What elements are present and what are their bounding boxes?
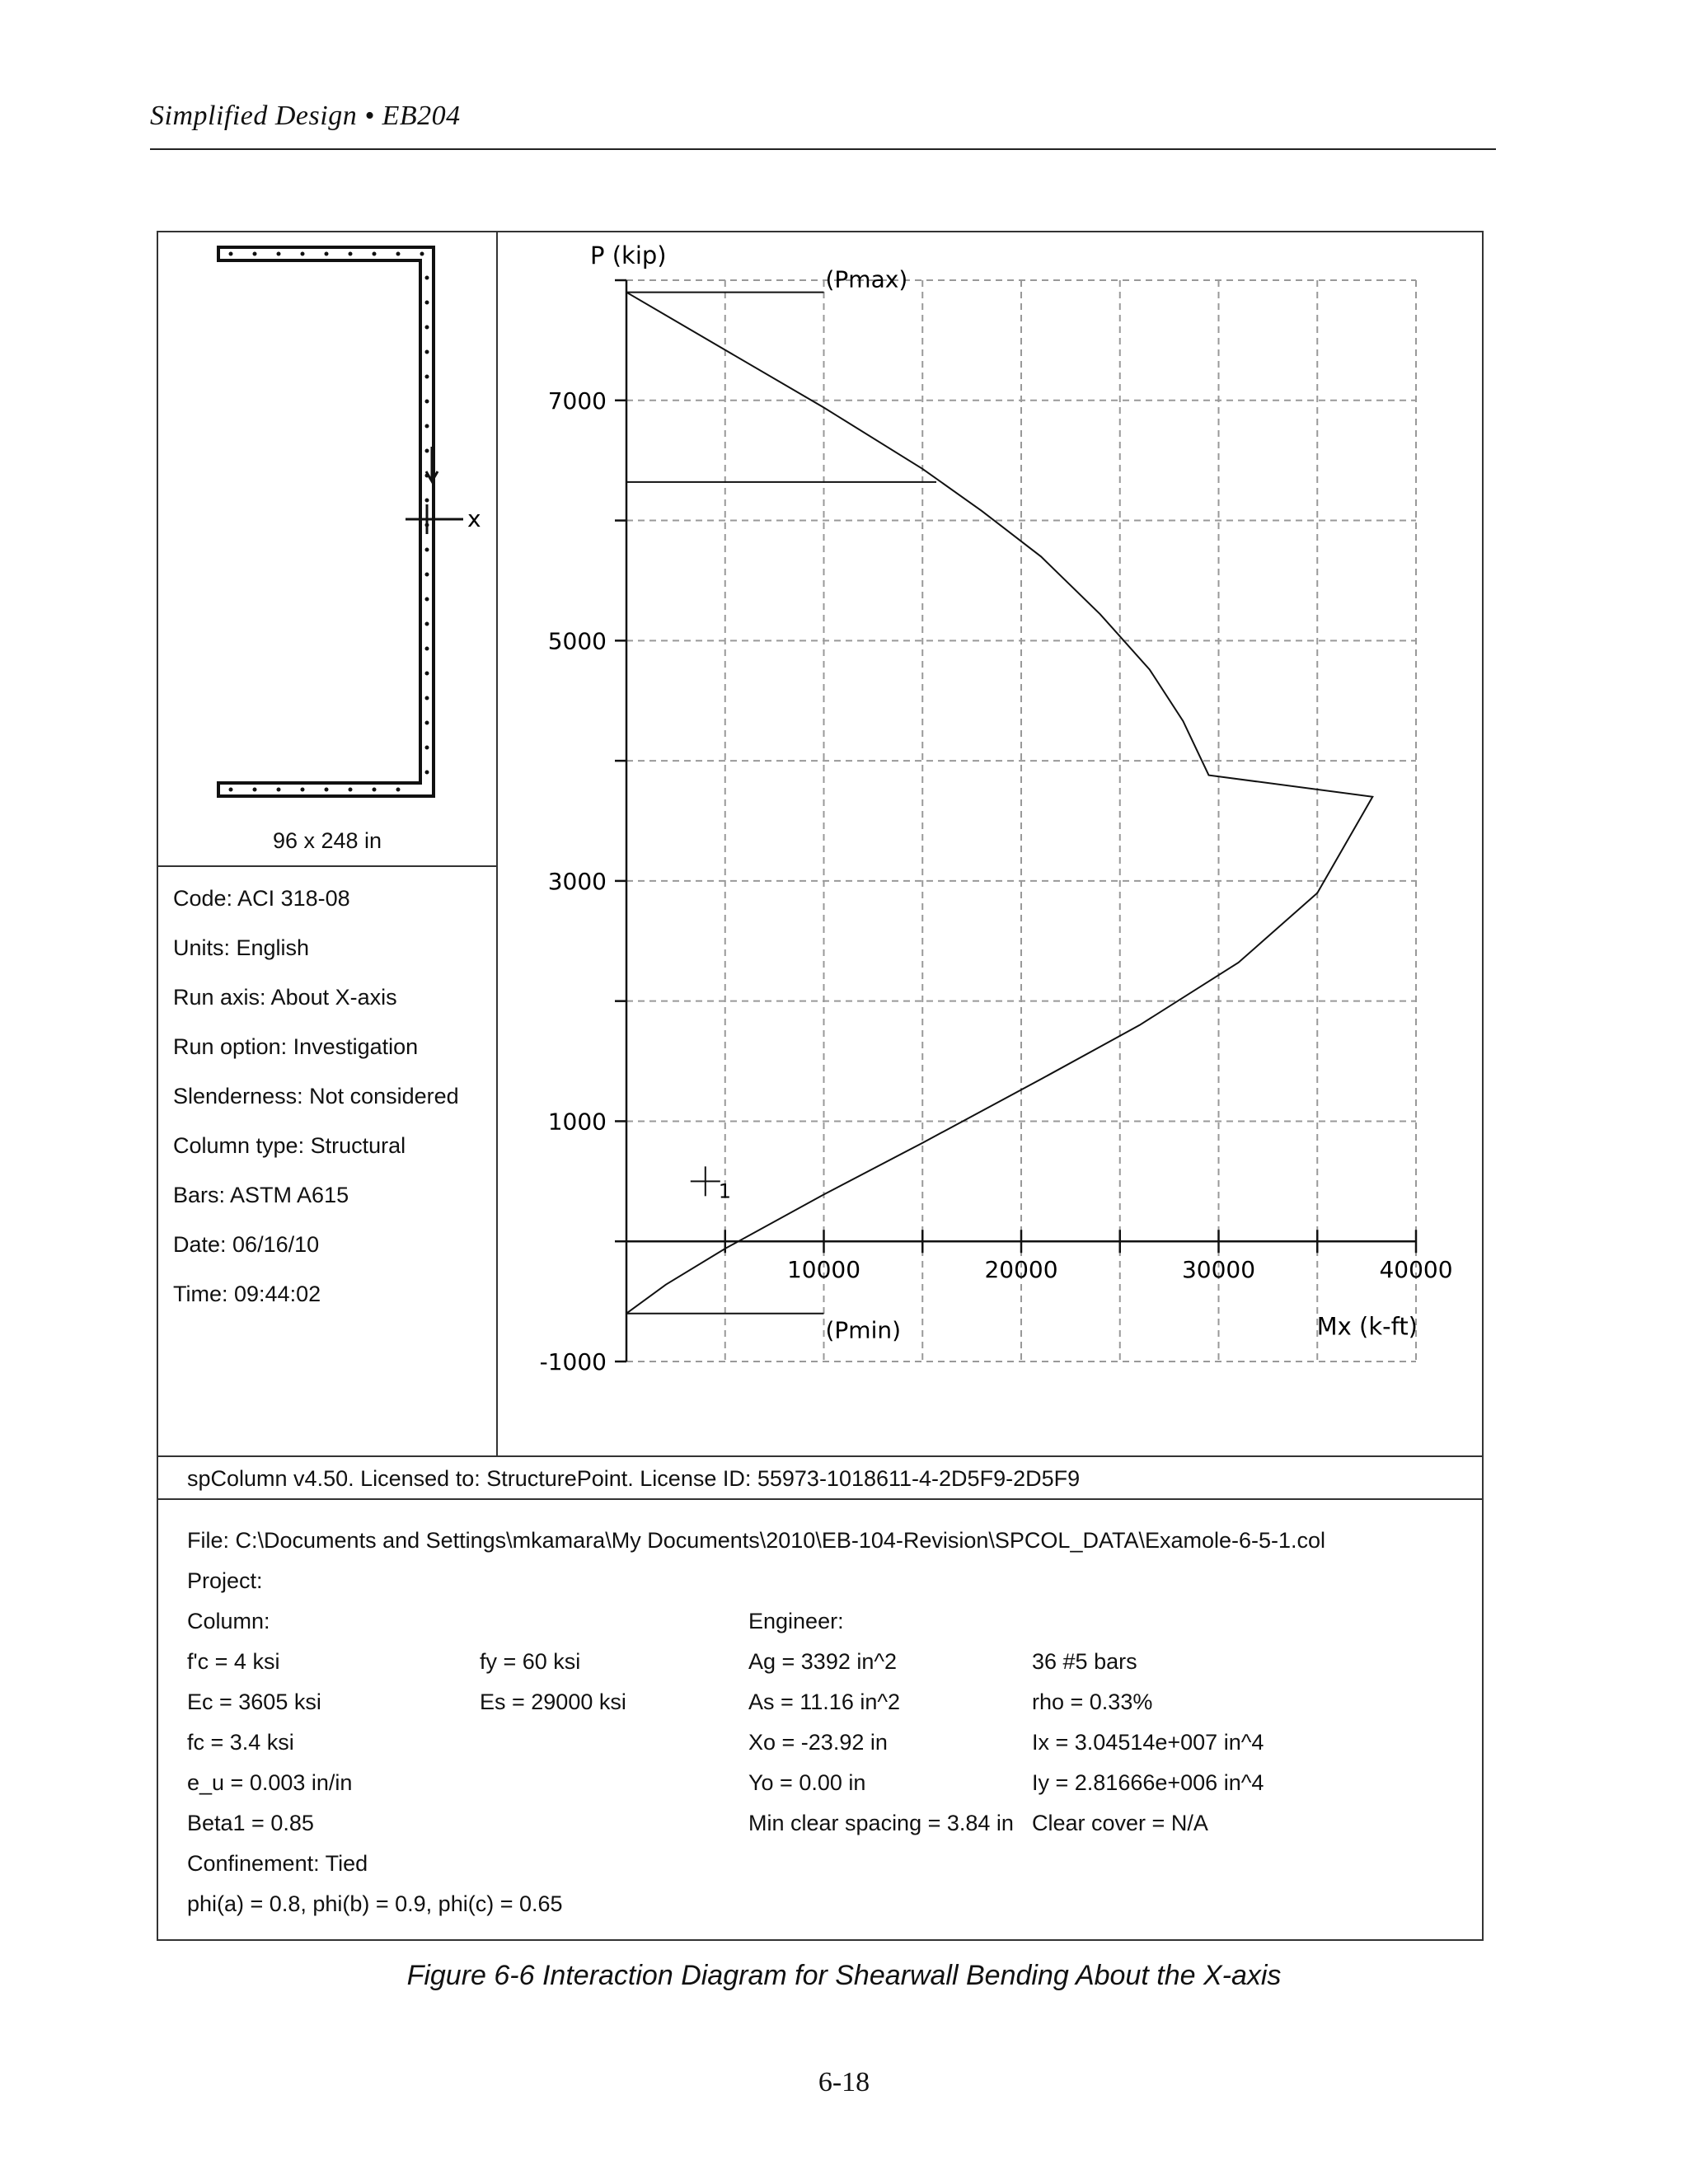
interaction-curve: [626, 293, 1372, 1314]
info-bars: Bars: ASTM A615: [173, 1183, 349, 1207]
figure-caption: Figure 6-6 Interaction Diagram for Shearwall Bending About the X-axis: [406, 1960, 1282, 1991]
pmax-annotation: (Pmax): [825, 265, 908, 293]
fc-stress-value: fc = 3.4 ksi: [187, 1730, 294, 1755]
x-tick-label: 10000: [786, 1256, 861, 1284]
page-number: 6-18: [818, 2067, 870, 2097]
x-axis-label: Mx (k-ft): [1316, 1312, 1418, 1341]
x-tick-label: 20000: [984, 1256, 1058, 1284]
header-rule: [150, 148, 1496, 150]
y-tick-label: 5000: [547, 627, 607, 655]
cross-section-drawing: [158, 232, 496, 826]
x-tick-label: 30000: [1181, 1256, 1256, 1284]
min-clear-spacing: Min clear spacing = 3.84 in: [748, 1811, 1014, 1835]
x-axis-label: x: [467, 505, 481, 532]
beta1-value: Beta1 = 0.85: [187, 1811, 314, 1835]
yo-value: Yo = 0.00 in: [748, 1770, 866, 1795]
interaction-diagram: [498, 232, 1482, 1455]
chart-grid: [626, 280, 1416, 1361]
xo-value: Xo = -23.92 in: [748, 1730, 888, 1755]
clear-cover: Clear cover = N/A: [1032, 1811, 1208, 1835]
license-divider-top: [158, 1455, 1482, 1457]
rho-value: rho = 0.33%: [1032, 1690, 1153, 1714]
info-run-axis: Run axis: About X-axis: [173, 985, 397, 1010]
fy-value: fy = 60 ksi: [480, 1649, 581, 1674]
chart-labels: [540, 241, 1453, 1376]
column-field: Column:: [187, 1609, 270, 1633]
es-value: Es = 29000 ksi: [480, 1690, 626, 1714]
chart-curve-group: [626, 293, 1372, 1314]
y-tick-label: -1000: [539, 1348, 607, 1376]
x-tick-label: 40000: [1379, 1256, 1453, 1284]
fc-value: f'c = 4 ksi: [187, 1649, 280, 1674]
running-header: Simplified Design • EB204: [150, 101, 461, 131]
info-code: Code: ACI 318-08: [173, 886, 350, 911]
project-field: Project:: [187, 1568, 263, 1593]
bars-count: 36 #5 bars: [1032, 1649, 1137, 1674]
eu-value: e_u = 0.003 in/in: [187, 1770, 353, 1795]
license-divider-bottom: [158, 1498, 1482, 1500]
y-axis-label: P (kip): [590, 241, 667, 269]
section-divider: [158, 865, 496, 867]
engineer-field: Engineer:: [748, 1609, 844, 1633]
info-slenderness: Slenderness: Not considered: [173, 1084, 459, 1108]
license-line: spColumn v4.50. Licensed to: StructurePoint. License ID: 55973-1018611-4-2D5F9-2D5F9: [187, 1466, 1081, 1491]
confinement-value: Confinement: Tied: [187, 1851, 368, 1876]
info-date: Date: 06/16/10: [173, 1232, 320, 1257]
as-value: As = 11.16 in^2: [748, 1690, 901, 1714]
diagram-frame: [157, 231, 1484, 1941]
chart-ticks: [615, 280, 1416, 1361]
ix-value: Ix = 3.04514e+007 in^4: [1032, 1730, 1264, 1755]
ec-value: Ec = 3605 ksi: [187, 1690, 321, 1714]
load-point-label: 1: [718, 1179, 732, 1203]
info-run-option: Run option: Investigation: [173, 1034, 419, 1059]
y-tick-label: 7000: [547, 387, 607, 415]
section-size-label: 96 x 248 in: [272, 828, 382, 853]
info-units: Units: English: [173, 935, 310, 960]
ag-value: Ag = 3392 in^2: [748, 1649, 898, 1674]
info-column-type: Column type: Structural: [173, 1133, 406, 1158]
pmin-annotation: (Pmin): [825, 1316, 902, 1344]
y-tick-label: 3000: [547, 867, 607, 895]
phi-values: phi(a) = 0.8, phi(b) = 0.9, phi(c) = 0.65: [187, 1891, 563, 1916]
info-time: Time: 09:44:02: [173, 1282, 321, 1306]
file-path: File: C:\Documents and Settings\mkamara\My Documents\2010\EB-104-Revision\SPCOL_DATA\Examole-6-5-1.col: [187, 1528, 1326, 1553]
iy-value: Iy = 2.81666e+006 in^4: [1032, 1770, 1264, 1795]
y-tick-label: 1000: [547, 1108, 607, 1136]
